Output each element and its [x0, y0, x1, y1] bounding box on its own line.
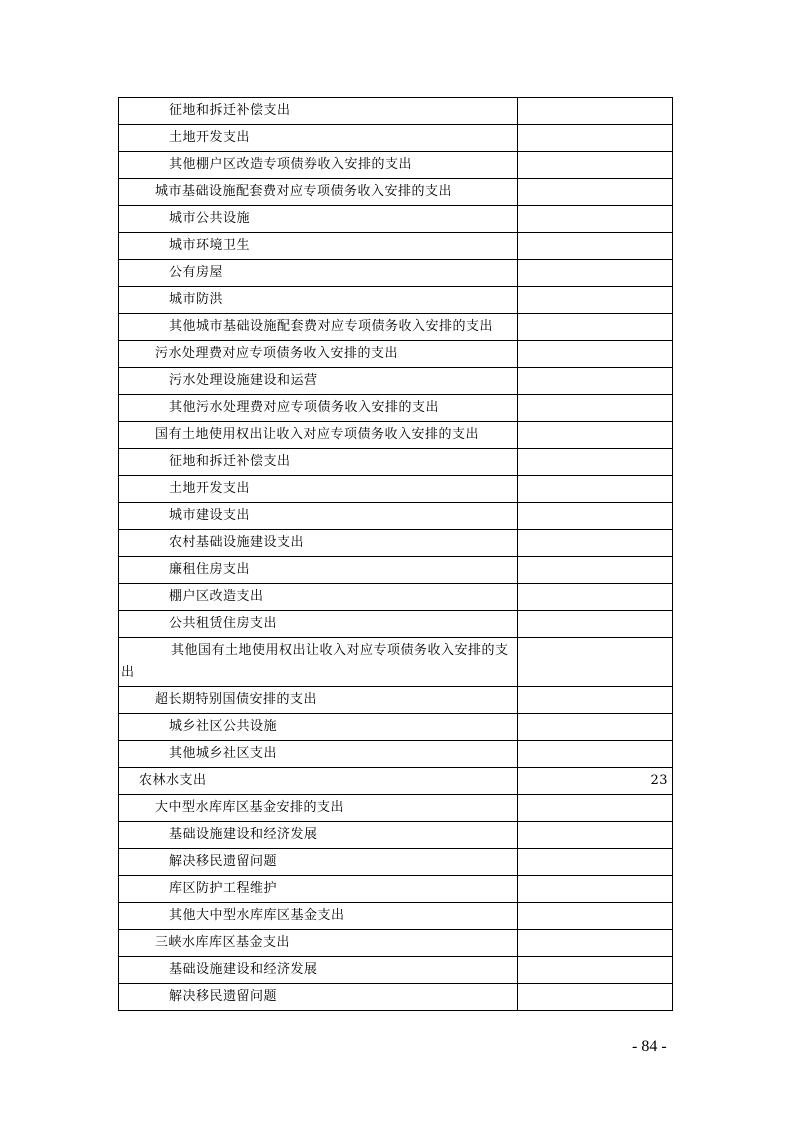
row-label: 基础设施建设和经济发展 — [119, 957, 518, 984]
table-row — [119, 152, 673, 179]
table-row — [119, 876, 673, 903]
row-value — [518, 903, 673, 930]
table-row — [119, 984, 673, 1011]
page-number: - 84 - — [632, 1038, 667, 1055]
row-label: 其他城市基础设施配套费对应专项债务收入安排的支出 — [119, 314, 518, 341]
row-label: 基础设施建设和经济发展 — [119, 822, 518, 849]
table-row — [119, 530, 673, 557]
row-label: 廉租住房支出 — [119, 557, 518, 584]
row-label: 土地开发支出 — [119, 125, 518, 152]
table-row — [119, 849, 673, 876]
row-value — [518, 984, 673, 1011]
row-label: 其他大中型水库库区基金支出 — [119, 903, 518, 930]
table-row — [119, 584, 673, 611]
table-row — [119, 368, 673, 395]
table-row — [119, 233, 673, 260]
table-row — [119, 125, 673, 152]
row-value — [518, 233, 673, 260]
row-label: 库区防护工程维护 — [119, 876, 518, 903]
row-value — [518, 876, 673, 903]
row-label: 公共租赁住房支出 — [119, 611, 518, 638]
row-value — [518, 503, 673, 530]
table-row — [119, 768, 673, 795]
row-label: 污水处理设施建设和运营 — [119, 368, 518, 395]
table-row — [119, 395, 673, 422]
row-value — [518, 476, 673, 503]
row-value — [518, 206, 673, 233]
row-label: 城市公共设施 — [119, 206, 518, 233]
row-value — [518, 795, 673, 822]
row-value — [518, 422, 673, 449]
row-value — [518, 98, 673, 125]
table-row — [119, 822, 673, 849]
table-row — [119, 422, 673, 449]
row-label: 农村基础设施建设支出 — [119, 530, 518, 557]
table-row — [119, 903, 673, 930]
table-row — [119, 260, 673, 287]
row-value — [518, 179, 673, 206]
row-value — [518, 449, 673, 476]
row-label: 城市基础设施配套费对应专项债务收入安排的支出 — [119, 179, 518, 206]
row-label: 公有房屋 — [119, 260, 518, 287]
row-label: 其他污水处理费对应专项债务收入安排的支出 — [119, 395, 518, 422]
row-value: 23 — [518, 768, 673, 795]
row-value — [518, 638, 673, 687]
row-label: 三峡水库库区基金支出 — [119, 930, 518, 957]
row-label: 解决移民遗留问题 — [119, 984, 518, 1011]
table-row — [119, 638, 673, 687]
table-row — [119, 287, 673, 314]
table-row — [119, 341, 673, 368]
row-value — [518, 530, 673, 557]
table-row — [119, 930, 673, 957]
row-label: 城乡社区公共设施 — [119, 714, 518, 741]
row-label: 土地开发支出 — [119, 476, 518, 503]
budget-table — [118, 97, 673, 1011]
row-value — [518, 611, 673, 638]
row-label: 其他棚户区改造专项债券收入安排的支出 — [119, 152, 518, 179]
row-value — [518, 687, 673, 714]
row-label: 其他国有土地使用权出让收入对应专项债务收入安排的支出 — [119, 638, 518, 687]
row-value — [518, 957, 673, 984]
table-row — [119, 741, 673, 768]
row-label: 大中型水库库区基金安排的支出 — [119, 795, 518, 822]
row-value — [518, 714, 673, 741]
row-label: 国有土地使用权出让收入对应专项债务收入安排的支出 — [119, 422, 518, 449]
table-row — [119, 503, 673, 530]
table-row — [119, 206, 673, 233]
row-label: 棚户区改造支出 — [119, 584, 518, 611]
table-row — [119, 314, 673, 341]
row-value — [518, 741, 673, 768]
row-label: 解决移民遗留问题 — [119, 849, 518, 876]
table-row — [119, 795, 673, 822]
row-value — [518, 341, 673, 368]
table-row — [119, 98, 673, 125]
table-row — [119, 714, 673, 741]
row-label: 其他城乡社区支出 — [119, 741, 518, 768]
row-value — [518, 930, 673, 957]
row-label: 污水处理费对应专项债务收入安排的支出 — [119, 341, 518, 368]
row-value — [518, 314, 673, 341]
row-value — [518, 557, 673, 584]
table-row — [119, 957, 673, 984]
row-label: 城市环境卫生 — [119, 233, 518, 260]
row-value — [518, 287, 673, 314]
table-row — [119, 557, 673, 584]
row-value — [518, 584, 673, 611]
row-value — [518, 152, 673, 179]
table-row — [119, 449, 673, 476]
table-row — [119, 476, 673, 503]
row-label: 城市防洪 — [119, 287, 518, 314]
row-label: 征地和拆迁补偿支出 — [119, 449, 518, 476]
row-value — [518, 395, 673, 422]
row-label: 城市建设支出 — [119, 503, 518, 530]
table-row — [119, 687, 673, 714]
row-label: 超长期特别国债安排的支出 — [119, 687, 518, 714]
row-value — [518, 125, 673, 152]
row-value — [518, 849, 673, 876]
table-row — [119, 179, 673, 206]
table-row — [119, 611, 673, 638]
row-label: 农林水支出 — [119, 768, 518, 795]
row-value — [518, 260, 673, 287]
row-label: 征地和拆迁补偿支出 — [119, 98, 518, 125]
row-value — [518, 368, 673, 395]
row-value — [518, 822, 673, 849]
